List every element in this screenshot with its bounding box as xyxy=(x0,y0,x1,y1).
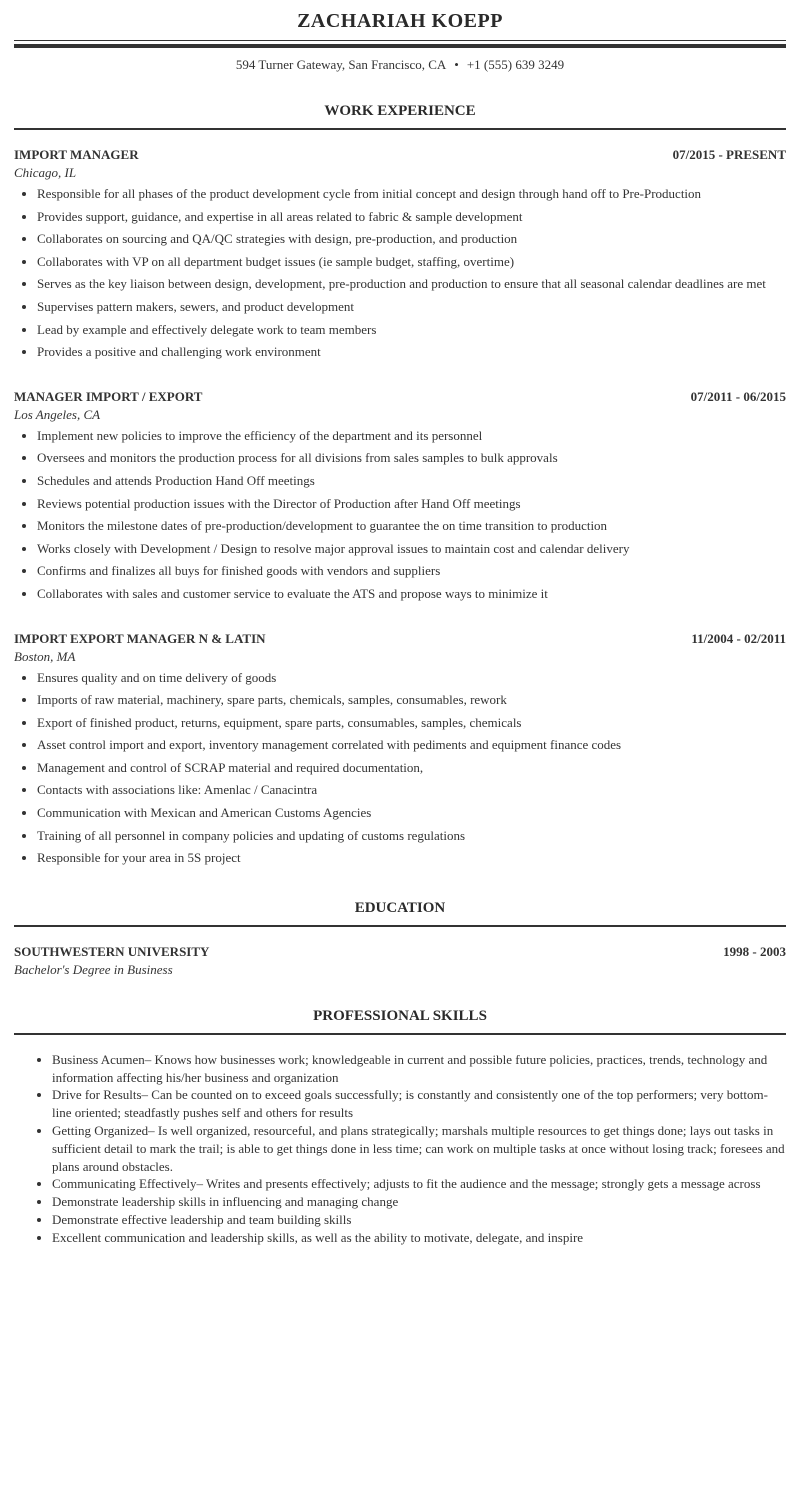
job-bullet: • Training of all personnel in company policies and updating of customs regulations xyxy=(37,825,786,848)
contact-line xyxy=(14,57,786,73)
job-bullet: • Schedules and attends Production Hand Off meetings xyxy=(37,470,786,493)
job-title: MANAGER IMPORT / EXPORT xyxy=(14,388,203,404)
degree: Bachelor's Degree in Business xyxy=(14,961,173,977)
education-dates: 1998 - 2003 xyxy=(723,943,786,959)
job-bullet: • Responsible for all phases of the product development cycle from initial concept and design through hand off to Pre-Production xyxy=(37,183,786,206)
education-entry xyxy=(14,943,786,980)
job-bullet: • Imports of raw material, machinery, spare parts, chemicals, samples, consumables, rework xyxy=(37,689,786,712)
job-bullet: • Serves as the key liaison between design, development, pre-production and production to ensure that all seasonal calendar deadlines are met xyxy=(37,273,786,296)
skill-item: • Business Acumen– Knows how businesses work; knowledgeable in current and possible future policies, practices, trends, technology and information affecting his/her business and organization xyxy=(52,1051,786,1087)
work-experience-list xyxy=(14,146,786,870)
job-bullet: • Oversees and monitors the production process for all divisions from sales samples to bulk approvals xyxy=(37,447,786,470)
school-name: SOUTHWESTERN UNIVERSITY xyxy=(14,943,210,959)
job-bullet: • Contacts with associations like: Amenlac / Canacintra xyxy=(37,779,786,802)
job-dates: 07/2011 - 06/2015 xyxy=(690,388,786,404)
phone: +1 (555) 639 3249 xyxy=(466,57,565,72)
job-bullets xyxy=(14,183,786,364)
job-location: Boston, MA xyxy=(14,648,76,664)
job-location: Los Angeles, CA xyxy=(14,406,101,422)
job-entry xyxy=(14,146,786,364)
job-dates: 11/2004 - 02/2011 xyxy=(691,630,786,646)
job-bullets xyxy=(14,425,786,606)
job-bullet: • Provides a positive and challenging work environment xyxy=(37,341,786,364)
skill-item: • Excellent communication and leadership skills, as well as the ability to motivate, delegate, and inspire xyxy=(52,1229,786,1247)
job-bullet: • Lead by example and effectively delegate work to team members xyxy=(37,319,786,342)
skill-item: • Demonstrate leadership skills in influencing and managing change xyxy=(52,1193,786,1211)
skill-item: • Getting Organized– Is well organized, resourceful, and plans strategically; marshals multiple resources to get things done; lays out tasks in sufficient detail to mark the trail; is able to get things done in less time; can work on multiple tasks at once without losing track; foresees and plans around obstacles. xyxy=(52,1122,786,1175)
address: 594 Turner Gateway, San Francisco, CA xyxy=(235,57,447,72)
skill-item: • Communicating Effectively– Writes and presents effectively; adjusts to fit the audience and the message; strongly gets a message across xyxy=(52,1175,786,1193)
job-bullet: • Collaborates with VP on all department budget issues (ie sample budget, staffing, overtime) xyxy=(37,251,786,274)
job-title: IMPORT MANAGER xyxy=(14,147,139,162)
job-bullet: • Monitors the milestone dates of pre-production/development to guarantee the on time transition to production xyxy=(37,515,786,538)
job-bullet: • Supervises pattern makers, sewers, and product development xyxy=(37,296,786,319)
job-entry xyxy=(14,630,786,870)
job-bullet: • Provides support, guidance, and expertise in all areas related to fabric & sample development xyxy=(37,206,786,229)
section-title-work: WORK EXPERIENCE xyxy=(14,103,786,130)
job-bullet: • Works closely with Development / Design to resolve major approval issues to maintain cost and calendar delivery xyxy=(37,538,786,561)
job-bullet: • Collaborates with sales and customer service to evaluate the ATS and propose ways to minimize it xyxy=(37,583,786,606)
job-bullet: • Communication with Mexican and American Customs Agencies xyxy=(37,802,786,825)
job-bullet: • Reviews potential production issues with the Director of Production after Hand Off meetings xyxy=(37,493,786,516)
separator-dot: • xyxy=(454,57,459,72)
job-entry xyxy=(14,388,786,606)
job-bullet: • Collaborates on sourcing and QA/QC strategies with design, pre-production, and production xyxy=(37,228,786,251)
skill-item: • Drive for Results– Can be counted on to exceed goals successfully; is constantly and consistently one of the top performers; very bottom-line oriented; steadfastly pushes self and others for results xyxy=(52,1086,786,1122)
candidate-name: ZACHARIAH KOEPP xyxy=(297,10,503,32)
section-title-education: EDUCATION xyxy=(14,900,786,927)
skills-list xyxy=(14,1051,786,1247)
job-bullet: • Responsible for your area in 5S project xyxy=(37,847,786,870)
job-bullet: • Confirms and finalizes all buys for finished goods with vendors and suppliers xyxy=(37,560,786,583)
skill-item: • Demonstrate effective leadership and team building skills xyxy=(52,1211,786,1229)
job-bullets xyxy=(14,667,786,870)
job-bullet: • Management and control of SCRAP material and required documentation, xyxy=(37,757,786,780)
header-divider xyxy=(14,40,786,48)
job-dates: 07/2015 - PRESENT xyxy=(672,147,786,162)
job-bullet: • Asset control import and export, inventory management correlated with pediments and equipment finance codes xyxy=(37,734,786,757)
job-location: Chicago, IL xyxy=(14,165,77,180)
job-bullet: • Export of finished product, returns, equipment, spare parts, consumables, samples, chemicals xyxy=(37,712,786,735)
job-bullet: • Implement new policies to improve the efficiency of the department and its personnel xyxy=(37,425,786,448)
job-title: IMPORT EXPORT MANAGER N & LATIN xyxy=(14,630,266,646)
section-title-skills: PROFESSIONAL SKILLS xyxy=(14,1008,786,1035)
job-bullet: • Ensures quality and on time delivery of goods xyxy=(37,667,786,690)
